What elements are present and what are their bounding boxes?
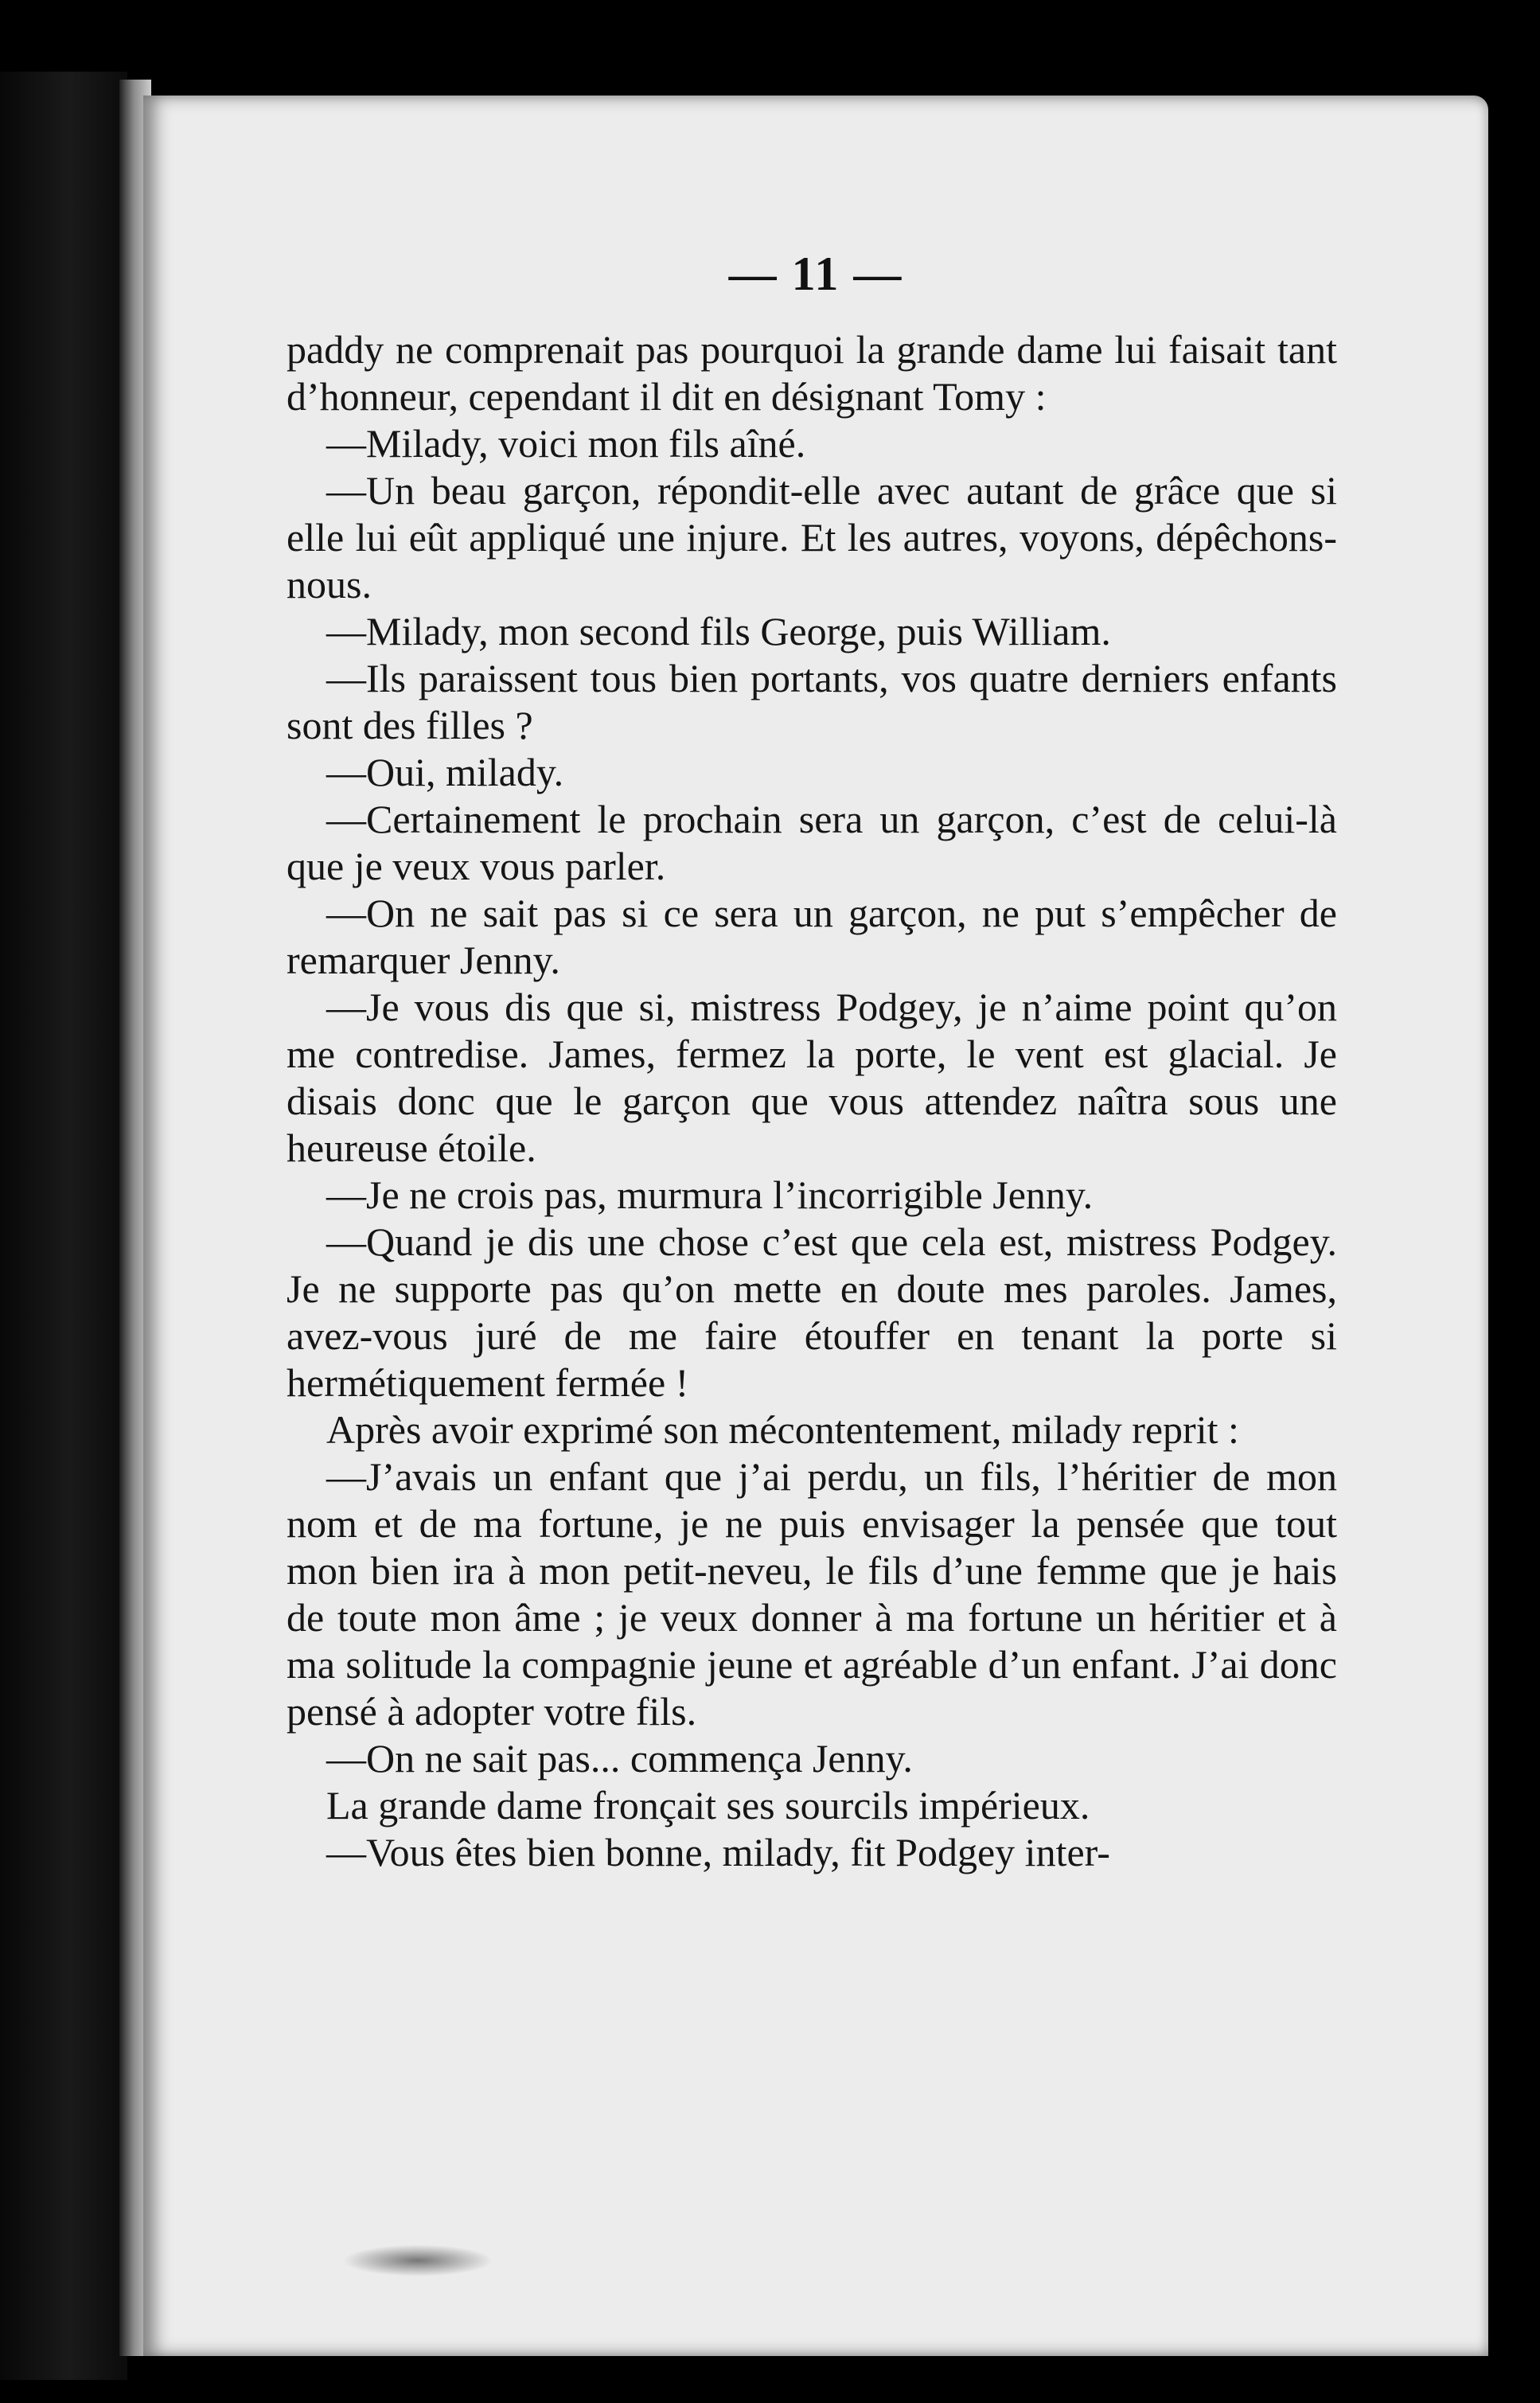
book-page xyxy=(143,96,1488,2356)
paragraph: La grande dame fronçait ses sourcils impérieux. xyxy=(326,1783,1090,1828)
paragraph: —Ils paraissent tous bien portants, vos quatre derniers enfants sont des filles ? xyxy=(287,656,1337,747)
paragraph: paddy ne comprenait pas pourquoi la grande dame lui faisait tant d’honneur, cependant il dit en désignant Tomy : xyxy=(287,327,1337,419)
paragraph: —Vous êtes bien bonne, milady, fit Podgey inter- xyxy=(326,1830,1110,1874)
paragraph: —Je ne crois pas, murmura l’incorrigible Jenny. xyxy=(326,1172,1094,1217)
ink-smudge xyxy=(342,2245,493,2276)
paragraph: —Un beau garçon, répondit-elle avec autant de grâce que si elle lui eût appliqué une injure. Et les autres, voyons, dépêchons-nous. xyxy=(287,468,1337,607)
paragraph: —Certainement le prochain sera un garçon, c’est de celui-là que je veux vous parler. xyxy=(287,797,1337,888)
paragraph: —On ne sait pas si ce sera un garçon, ne put s’empêcher de remarquer Jenny. xyxy=(287,891,1337,982)
paragraph: —J’avais un enfant que j’ai perdu, un fils, l’héritier de mon nom et de ma fortune, je ne puis envisager la pensée que tout mon bien ira à mon petit-neveu, le fils d’une femme que je hais de toute mon âme ; je veux donner à ma fortune un héritier et à ma solitude la compagnie jeune et agréable d’un enfant. J’ai donc pensé à adopter votre fils. xyxy=(287,1454,1337,1734)
page-body xyxy=(287,326,1337,1876)
paragraph: —Je vous dis que si, mistress Podgey, je n’aime point qu’on me contredise. James, fermez la porte, le vent est glacial. Je disais donc que le garçon que vous attendez naîtra sous une heureuse étoile. xyxy=(287,985,1337,1170)
paragraph: Après avoir exprimé son mécontentement, milady reprit : xyxy=(326,1407,1239,1452)
paragraph: —Quand je dis une chose c’est que cela est, mistress Podgey. Je ne supporte pas qu’on mette en doute mes paroles. James, avez-vous juré de me faire étouffer en tenant la porte si hermétiquement fermée ! xyxy=(287,1219,1337,1405)
page-number: — 11 — xyxy=(728,248,903,300)
book-spine-shadow xyxy=(0,72,127,2380)
paragraph: —Milady, mon second fils George, puis William. xyxy=(326,609,1111,653)
paragraph: —Oui, milady. xyxy=(326,750,564,794)
paragraph: —On ne sait pas... commença Jenny. xyxy=(326,1736,913,1781)
paragraph: —Milady, voici mon fils aîné. xyxy=(326,421,806,466)
